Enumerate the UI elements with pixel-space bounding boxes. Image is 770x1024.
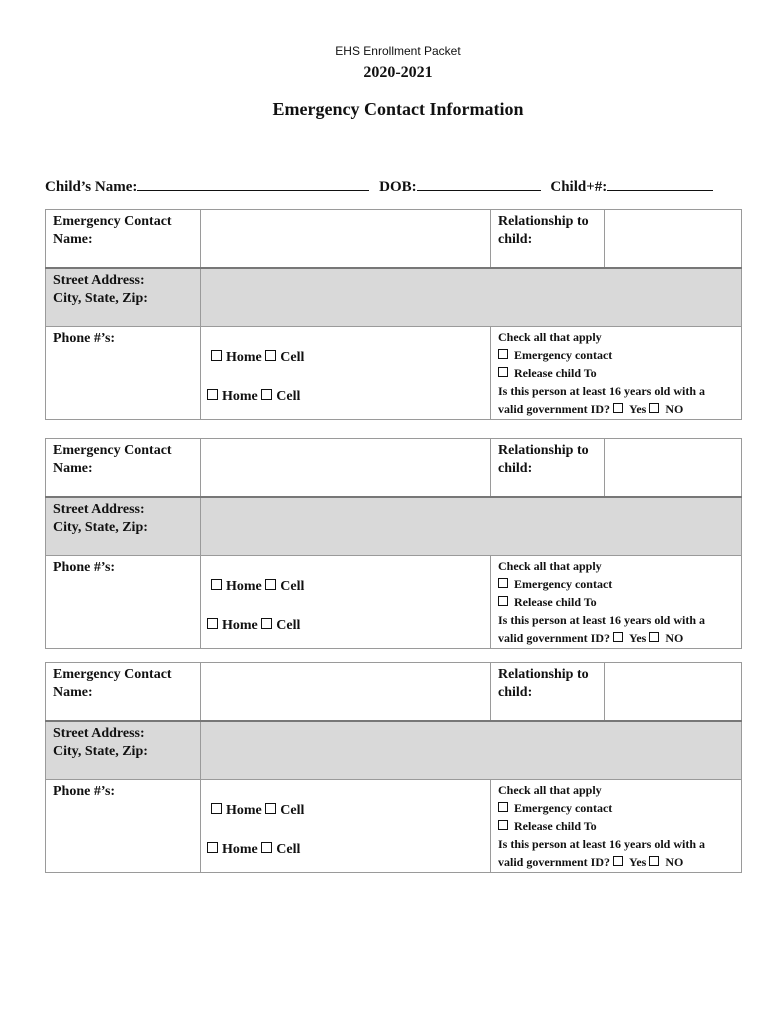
release-child-option-label: Release child To xyxy=(514,819,597,833)
cell-label: Cell xyxy=(280,350,305,365)
cell-label: Cell xyxy=(276,842,301,857)
packet-label: EHS Enrollment Packet xyxy=(335,44,461,58)
no-checkbox[interactable] xyxy=(649,632,659,642)
home-checkbox[interactable] xyxy=(211,579,222,590)
cell-checkbox[interactable] xyxy=(261,389,272,400)
phones-label: Phone #’s: xyxy=(46,780,201,873)
release-child-option-label: Release child To xyxy=(514,595,597,609)
emergency-contact-table-1 xyxy=(45,209,742,420)
release-child-option-label: Release child To xyxy=(514,366,597,380)
emergency-contact-name-label: Emergency Contact Name: xyxy=(46,439,201,498)
age-question-line-2 xyxy=(498,629,734,647)
option-release-child xyxy=(498,593,734,611)
age-question-text: valid government ID? xyxy=(498,631,610,645)
check-all-label: Check all that apply xyxy=(498,559,602,573)
cell-checkbox[interactable] xyxy=(261,842,272,853)
no-label: NO xyxy=(665,631,684,645)
address-field[interactable] xyxy=(201,721,742,780)
age-question-text: valid government ID? xyxy=(498,402,610,416)
age-question-line-2 xyxy=(498,400,734,418)
phones-field[interactable] xyxy=(201,780,491,873)
cell-label: Cell xyxy=(280,579,305,594)
dob-field[interactable] xyxy=(417,175,541,191)
cell-label: Cell xyxy=(276,389,301,404)
yes-label: Yes xyxy=(629,855,647,869)
child-number-field[interactable] xyxy=(607,175,713,191)
emergency-contact-checkbox[interactable] xyxy=(498,802,508,812)
phone-line-2 xyxy=(207,841,300,859)
address-label xyxy=(46,497,201,556)
phones-field[interactable] xyxy=(201,327,491,420)
cell-label: Cell xyxy=(276,618,301,633)
relationship-label: Relationship to child: xyxy=(491,439,605,498)
address-field[interactable] xyxy=(201,497,742,556)
release-child-checkbox[interactable] xyxy=(498,820,508,830)
emergency-contact-option-label: Emergency contact xyxy=(514,348,613,362)
cell-checkbox[interactable] xyxy=(265,579,276,590)
emergency-contact-name-field[interactable] xyxy=(201,663,491,722)
city-state-zip-label: City, State, Zip: xyxy=(53,744,148,759)
home-label: Home xyxy=(226,803,262,818)
check-all-label: Check all that apply xyxy=(498,783,602,797)
relationship-field[interactable] xyxy=(605,210,742,269)
school-year: 2020-2021 xyxy=(363,64,433,81)
age-question-line-1: Is this person at least 16 years old with a xyxy=(498,613,706,627)
emergency-contact-name-field[interactable] xyxy=(201,439,491,498)
age-question-line-2 xyxy=(498,853,734,871)
emergency-contact-checkbox[interactable] xyxy=(498,349,508,359)
option-emergency-contact xyxy=(498,575,734,593)
no-checkbox[interactable] xyxy=(649,856,659,866)
release-child-checkbox[interactable] xyxy=(498,367,508,377)
check-all-label: Check all that apply xyxy=(498,330,602,344)
child-name-field[interactable] xyxy=(137,175,369,191)
child-name-label: Child’s Name: xyxy=(45,179,138,195)
yes-checkbox[interactable] xyxy=(613,632,623,642)
emergency-contact-name-field[interactable] xyxy=(201,210,491,269)
cell-checkbox[interactable] xyxy=(265,803,276,814)
release-child-checkbox[interactable] xyxy=(498,596,508,606)
yes-label: Yes xyxy=(629,402,647,416)
phone-line-1 xyxy=(211,802,304,820)
permissions-cell xyxy=(491,556,742,649)
option-release-child xyxy=(498,817,734,835)
address-label xyxy=(46,721,201,780)
yes-checkbox[interactable] xyxy=(613,403,623,413)
relationship-field[interactable] xyxy=(605,439,742,498)
home-checkbox[interactable] xyxy=(207,842,218,853)
emergency-contact-name-label: Emergency Contact Name: xyxy=(46,210,201,269)
emergency-contact-option-label: Emergency contact xyxy=(514,577,613,591)
relationship-label: Relationship to child: xyxy=(491,210,605,269)
home-checkbox[interactable] xyxy=(211,803,222,814)
city-state-zip-label: City, State, Zip: xyxy=(53,520,148,535)
yes-checkbox[interactable] xyxy=(613,856,623,866)
option-emergency-contact xyxy=(498,799,734,817)
phone-line-2 xyxy=(207,617,300,635)
city-state-zip-label: City, State, Zip: xyxy=(53,291,148,306)
phones-field[interactable] xyxy=(201,556,491,649)
home-checkbox[interactable] xyxy=(207,389,218,400)
permissions-cell xyxy=(491,780,742,873)
relationship-label: Relationship to child: xyxy=(491,663,605,722)
age-question-line-1: Is this person at least 16 years old with a xyxy=(498,384,706,398)
child-info-row xyxy=(45,175,719,196)
home-label: Home xyxy=(226,579,262,594)
emergency-contact-table-3 xyxy=(45,662,742,873)
child-number-label: Child+#: xyxy=(550,179,608,195)
age-question-line-1: Is this person at least 16 years old with a xyxy=(498,837,706,851)
phone-line-1 xyxy=(211,349,304,367)
home-label: Home xyxy=(222,842,258,857)
yes-label: Yes xyxy=(629,631,647,645)
address-label xyxy=(46,268,201,327)
street-address-label: Street Address: xyxy=(53,273,145,288)
home-checkbox[interactable] xyxy=(211,350,222,361)
home-label: Home xyxy=(222,618,258,633)
home-label: Home xyxy=(222,389,258,404)
phones-label: Phone #’s: xyxy=(46,327,201,420)
page-title: Emergency Contact Information xyxy=(272,99,524,119)
street-address-label: Street Address: xyxy=(53,726,145,741)
age-question-text: valid government ID? xyxy=(498,855,610,869)
cell-label: Cell xyxy=(280,803,305,818)
permissions-cell xyxy=(491,327,742,420)
cell-checkbox[interactable] xyxy=(265,350,276,361)
phone-line-2 xyxy=(207,388,300,406)
home-label: Home xyxy=(226,350,262,365)
emergency-contact-table-2 xyxy=(45,438,742,649)
no-label: NO xyxy=(665,402,684,416)
option-emergency-contact xyxy=(498,346,734,364)
street-address-label: Street Address: xyxy=(53,502,145,517)
cell-checkbox[interactable] xyxy=(261,618,272,629)
home-checkbox[interactable] xyxy=(207,618,218,629)
emergency-contact-name-label: Emergency Contact Name: xyxy=(46,663,201,722)
relationship-field[interactable] xyxy=(605,663,742,722)
option-release-child xyxy=(498,364,734,382)
no-checkbox[interactable] xyxy=(649,403,659,413)
phone-line-1 xyxy=(211,578,304,596)
emergency-contact-checkbox[interactable] xyxy=(498,578,508,588)
emergency-contact-option-label: Emergency contact xyxy=(514,801,613,815)
address-field[interactable] xyxy=(201,268,742,327)
dob-label: DOB: xyxy=(379,179,417,195)
no-label: NO xyxy=(665,855,684,869)
phones-label: Phone #’s: xyxy=(46,556,201,649)
